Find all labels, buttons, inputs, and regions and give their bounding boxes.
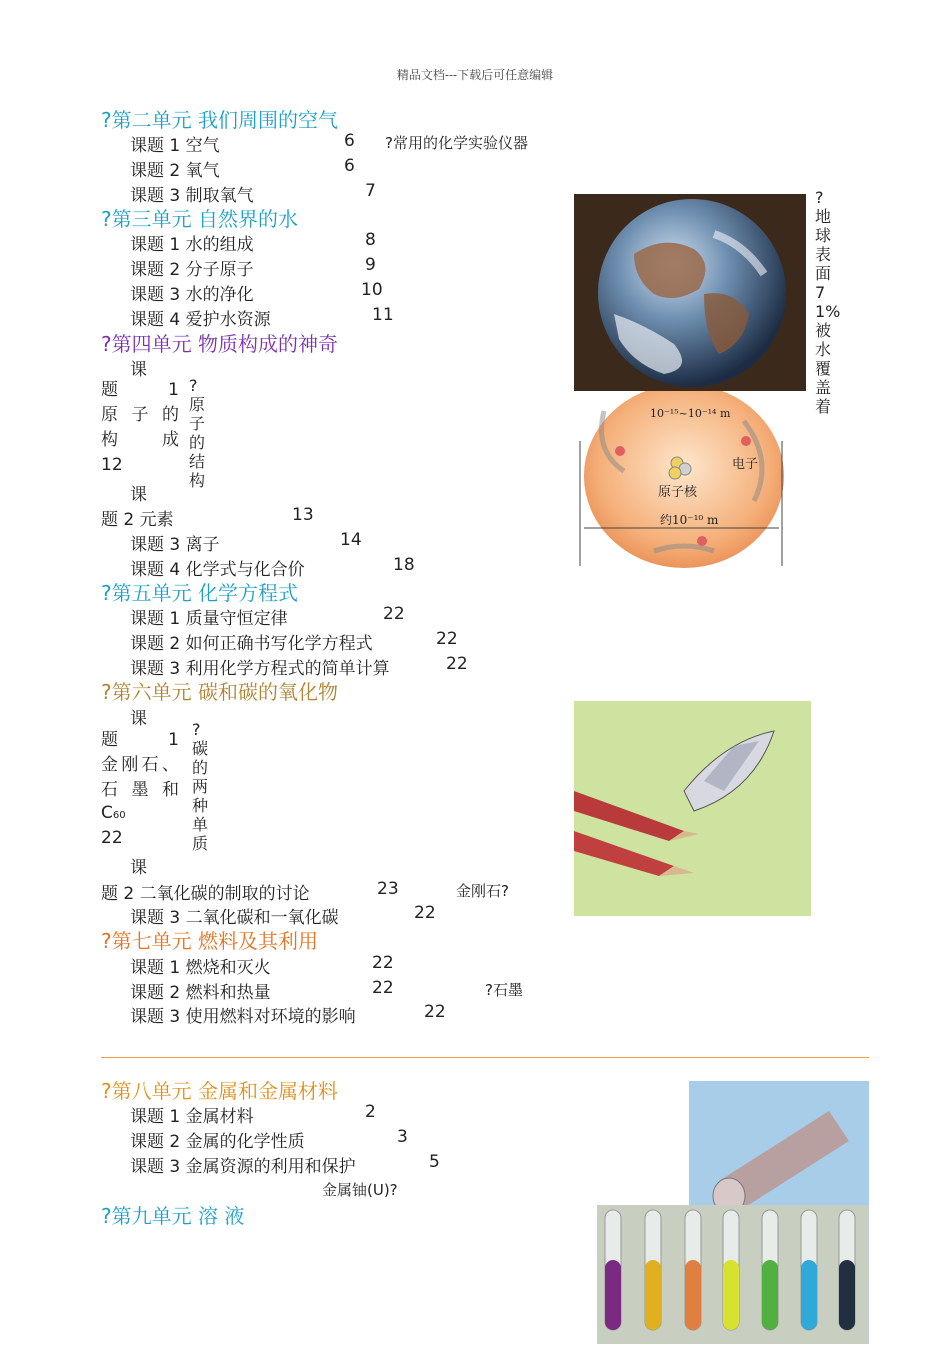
lesson-1-wrapped: [101, 728, 179, 803]
lesson-page: 22: [101, 828, 123, 848]
atom-caption: ?原子的结构: [189, 376, 206, 490]
lesson-fragment: 原子的: [101, 405, 179, 425]
lesson-page: 3: [397, 1127, 408, 1147]
lesson-label: 课题 2 燃料和热量: [130, 983, 271, 1003]
lesson-label: 课题 3 水的净化: [130, 285, 254, 305]
lesson-page: 10: [361, 280, 383, 300]
lesson-page: 13: [292, 505, 314, 525]
lesson-label: 课题 3 使用燃料对环境的影响: [130, 1007, 356, 1027]
lesson-page: 12: [101, 455, 123, 475]
unit-3-title: ?第三单元 自然界的水: [101, 207, 298, 231]
lesson-label: 课题 3 离子: [130, 535, 220, 555]
lesson-label: 课题 1 金属材料: [130, 1107, 254, 1127]
lesson-1-wrapped: [101, 378, 179, 453]
lesson-fragment: 课: [130, 709, 147, 729]
lesson-page: 22: [436, 629, 458, 649]
lesson-page: 22: [372, 978, 394, 998]
lesson-label: 课题 2 金属的化学性质: [130, 1132, 305, 1152]
lesson-label: 课题 1 空气: [130, 136, 220, 156]
electron-label: 电子: [732, 457, 759, 472]
lesson-page: 5: [429, 1152, 440, 1172]
lesson-page: 22: [414, 903, 436, 923]
earth-caption: ?地球表面71%被水覆盖着: [815, 188, 841, 416]
lesson-fragment: 题 1: [101, 730, 179, 750]
lesson-label: 课题 3 二氧化碳和一氧化碳: [130, 908, 339, 928]
lesson-page: 11: [372, 305, 394, 325]
test-tubes-photo: [597, 1205, 869, 1344]
lesson-label: 课题 3 金属资源的利用和保护: [130, 1157, 356, 1177]
unit-6-title: ?第六单元 碳和碳的氧化物: [101, 680, 338, 704]
lesson-fragment: 课: [130, 485, 147, 505]
scale-top-label: 10⁻¹⁵~10⁻¹⁴ m: [650, 407, 731, 420]
lesson-label: 课题 2 如何正确书写化学方程式: [130, 634, 373, 654]
lesson-page: 14: [340, 530, 362, 550]
lesson-label: 课题 1 燃烧和灭火: [130, 958, 271, 978]
lesson-fragment: 课: [130, 360, 147, 380]
uranium-caption: 金属铀(U)?: [322, 1181, 398, 1199]
earth-photo: [574, 194, 806, 391]
lesson-label: 题 2 元素: [101, 510, 174, 530]
lesson-page: 6: [344, 156, 355, 176]
lesson-label: 课题 3 利用化学方程式的简单计算: [130, 659, 390, 679]
carbon-caption: ?碳的两种单质: [192, 720, 209, 853]
lesson-label: 课题 3 制取氧气: [130, 186, 254, 206]
nucleus-label: 原子核: [658, 485, 698, 500]
page-header: 精品文档---下载后可任意编辑: [396, 68, 554, 82]
unit-4-title: ?第四单元 物质构成的神奇: [101, 332, 338, 356]
lesson-label: 课题 4 爱护水资源: [130, 310, 271, 330]
lesson-page: 23: [377, 879, 399, 899]
lesson-fragment: 构 成: [101, 430, 179, 450]
lesson-label: 课题 1 质量守恒定律: [130, 609, 288, 629]
section-divider: [101, 1057, 869, 1058]
lesson-label: 课题 2 分子原子: [130, 260, 254, 280]
unit-9-title: ?第九单元 溶 液: [101, 1204, 245, 1228]
lesson-page: 9: [365, 255, 376, 275]
diamond-caption: 金刚石?: [456, 882, 509, 900]
lesson-label: 题 2 二氧化碳的制取的讨论: [101, 884, 310, 904]
lesson-page: 6: [344, 131, 355, 151]
unit-5-title: ?第五单元 化学方程式: [101, 581, 298, 605]
lesson-page: 18: [393, 555, 415, 575]
lab-caption: ?常用的化学实验仪器: [385, 134, 528, 152]
lesson-label: 课题 4 化学式与化合价: [130, 560, 305, 580]
lesson-page: 22: [424, 1002, 446, 1022]
lesson-page: 2: [365, 1102, 376, 1122]
diamond-graphite-photo: [574, 701, 811, 916]
lesson-label: 课题 1 水的组成: [130, 235, 254, 255]
lesson-page: 22: [446, 654, 468, 674]
lesson-page: 22: [383, 604, 405, 624]
lesson-page: 22: [372, 953, 394, 973]
atom-diagram: [574, 391, 806, 569]
lesson-fragment: 题 1: [101, 380, 179, 400]
c60-formula: C60: [101, 803, 126, 823]
scale-bottom-label: 约10⁻¹⁰ m: [660, 513, 719, 527]
lesson-label: 课题 2 氧气: [130, 161, 220, 181]
unit-8-title: ?第八单元 金属和金属材料: [101, 1079, 338, 1103]
lesson-fragment: 石墨和: [101, 780, 179, 800]
lesson-page: 7: [365, 181, 376, 201]
graphite-caption: ?石墨: [485, 981, 523, 999]
unit-2-title: ?第二单元 我们周围的空气: [101, 108, 338, 132]
unit-7-title: ?第七单元 燃料及其利用: [101, 929, 318, 953]
lesson-fragment: 课: [130, 858, 147, 878]
lesson-fragment: 金刚石、: [101, 755, 179, 775]
lesson-page: 8: [365, 230, 376, 250]
